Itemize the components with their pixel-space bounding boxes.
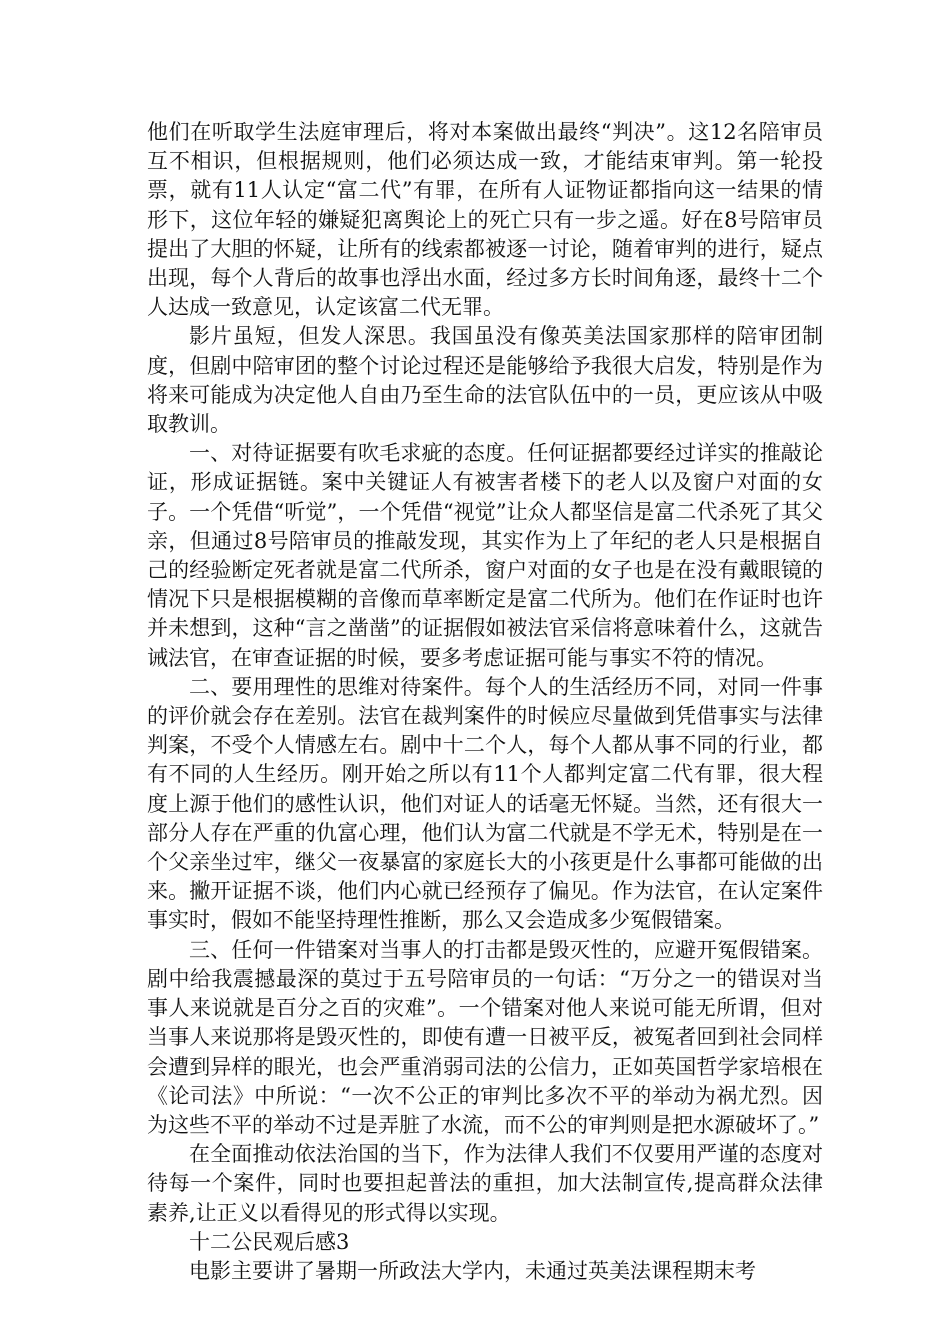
section-heading: 十二公民观后感3 (189, 1229, 350, 1254)
paragraph-reflection-intro: 影片虽短，但发人深思。我国虽没有像英美法国家那样的陪审团制度，但剧中陪审团的整个讨论过程还是能够给予我很大启发，特别是作为将来可能成为决定他人自由乃至生命的法官队伍中的一员，更应该从中吸取教训。 (147, 324, 823, 437)
paragraph-next-essay-start: 电影主要讲了暑期一所政法大学内，未通过英美法课程期末考 (189, 1258, 756, 1283)
paragraph-point-rational: 二、要用理性的思维对待案件。每个人的生活经历不同，对同一件事的评价就会存在差别。法官在裁判案件的时候应尽量做到凭借事实与法律判案，不受个人情感左右。剧中十二个人，每个人都从事不同的行业，都有不同的人生经历。刚开始之所以有11个人都判定富二代有罪，很大程度上源于他们的感性认识，他们对证人的话毫无怀疑。当然，还有很大一部分人存在严重的仇富心理，他们认为富二代就是不学无术，特别是在一个父亲坐过牢，继父一夜暴富的家庭长大的小孩更是什么事都可能做的出来。撇开证据不谈，他们内心就已经预存了偏见。作为法官，在认定案件事实时，假如不能坚持理性推断，那么又会造成多少冤假错案。 (147, 674, 823, 933)
document-body (147, 118, 823, 1286)
paragraph-point-wrongful-cases: 三、任何一件错案对当事人的打击都是毁灭性的，应避开冤假错案。剧中给我震撼最深的莫过于五号陪审员的一句话：“万分之一的错误对当事人来说就是百分之百的灾难”。一个错案对他人来说可能无所谓，但对当事人来说那将是毁灭性的，即使有遭一日被平反，被冤者回到社会同样会遭到异样的眼光，也会严重消弱司法的公信力，正如英国哲学家培根在《论司法》中所说：“一次不公正的审判比多次不平的举动为祸尤烈。因为这些不平的举动不过是弄脏了水流，而不公的审判则是把水源破坏了。” (147, 937, 823, 1137)
paragraph-point-evidence: 一、对待证据要有吹毛求疵的态度。任何证据都要经过详实的推敲论证，形成证据链。案中关键证人有被害者楼下的老人以及窗户对面的女子。一个凭借“听觉”，一个凭借“视觉”让众人都坚信是富二代杀死了其父亲，但通过8号陪审员的推敲发现，其实作为上了年纪的老人只是根据自己的经验断定死者就是富二代所杀，窗户对面的女子也是在没有戴眼镜的情况下只是根据模糊的音像而草率断定是富二代所为。他们在作证时也许并未想到，这种“言之凿凿”的证据假如被法官采信将意味着什么，这就告诫法官，在审查证据的时候，要多考虑证据可能与事实不符的情况。 (147, 441, 823, 670)
paragraph-verdict-story: 他们在听取学生法庭审理后，将对本案做出最终“判决”。这12名陪审员互不相识，但根据规则，他们必须达成一致，才能结束审判。第一轮投票，就有11人认定“富二代”有罪，在所有人证物证都指向这一结果的情形下，这位年轻的嫌疑犯离舆论上的死亡只有一步之遥。好在8号陪审员提出了大胆的怀疑，让所有的线索都被逐一讨论，随着审判的进行，疑点出现，每个人背后的故事也浮出水面，经过多方长时间角逐，最终十二个人达成一致意见，认定该富二代无罪。 (147, 120, 823, 320)
paragraph-conclusion: 在全面推动依法治国的当下，作为法律人我们不仅要用严谨的态度对待每一个案件，同时也要担起普法的重担，加大法制宣传,提高群众法律素养,让正义以看得见的形式得以实现。 (147, 1142, 823, 1225)
